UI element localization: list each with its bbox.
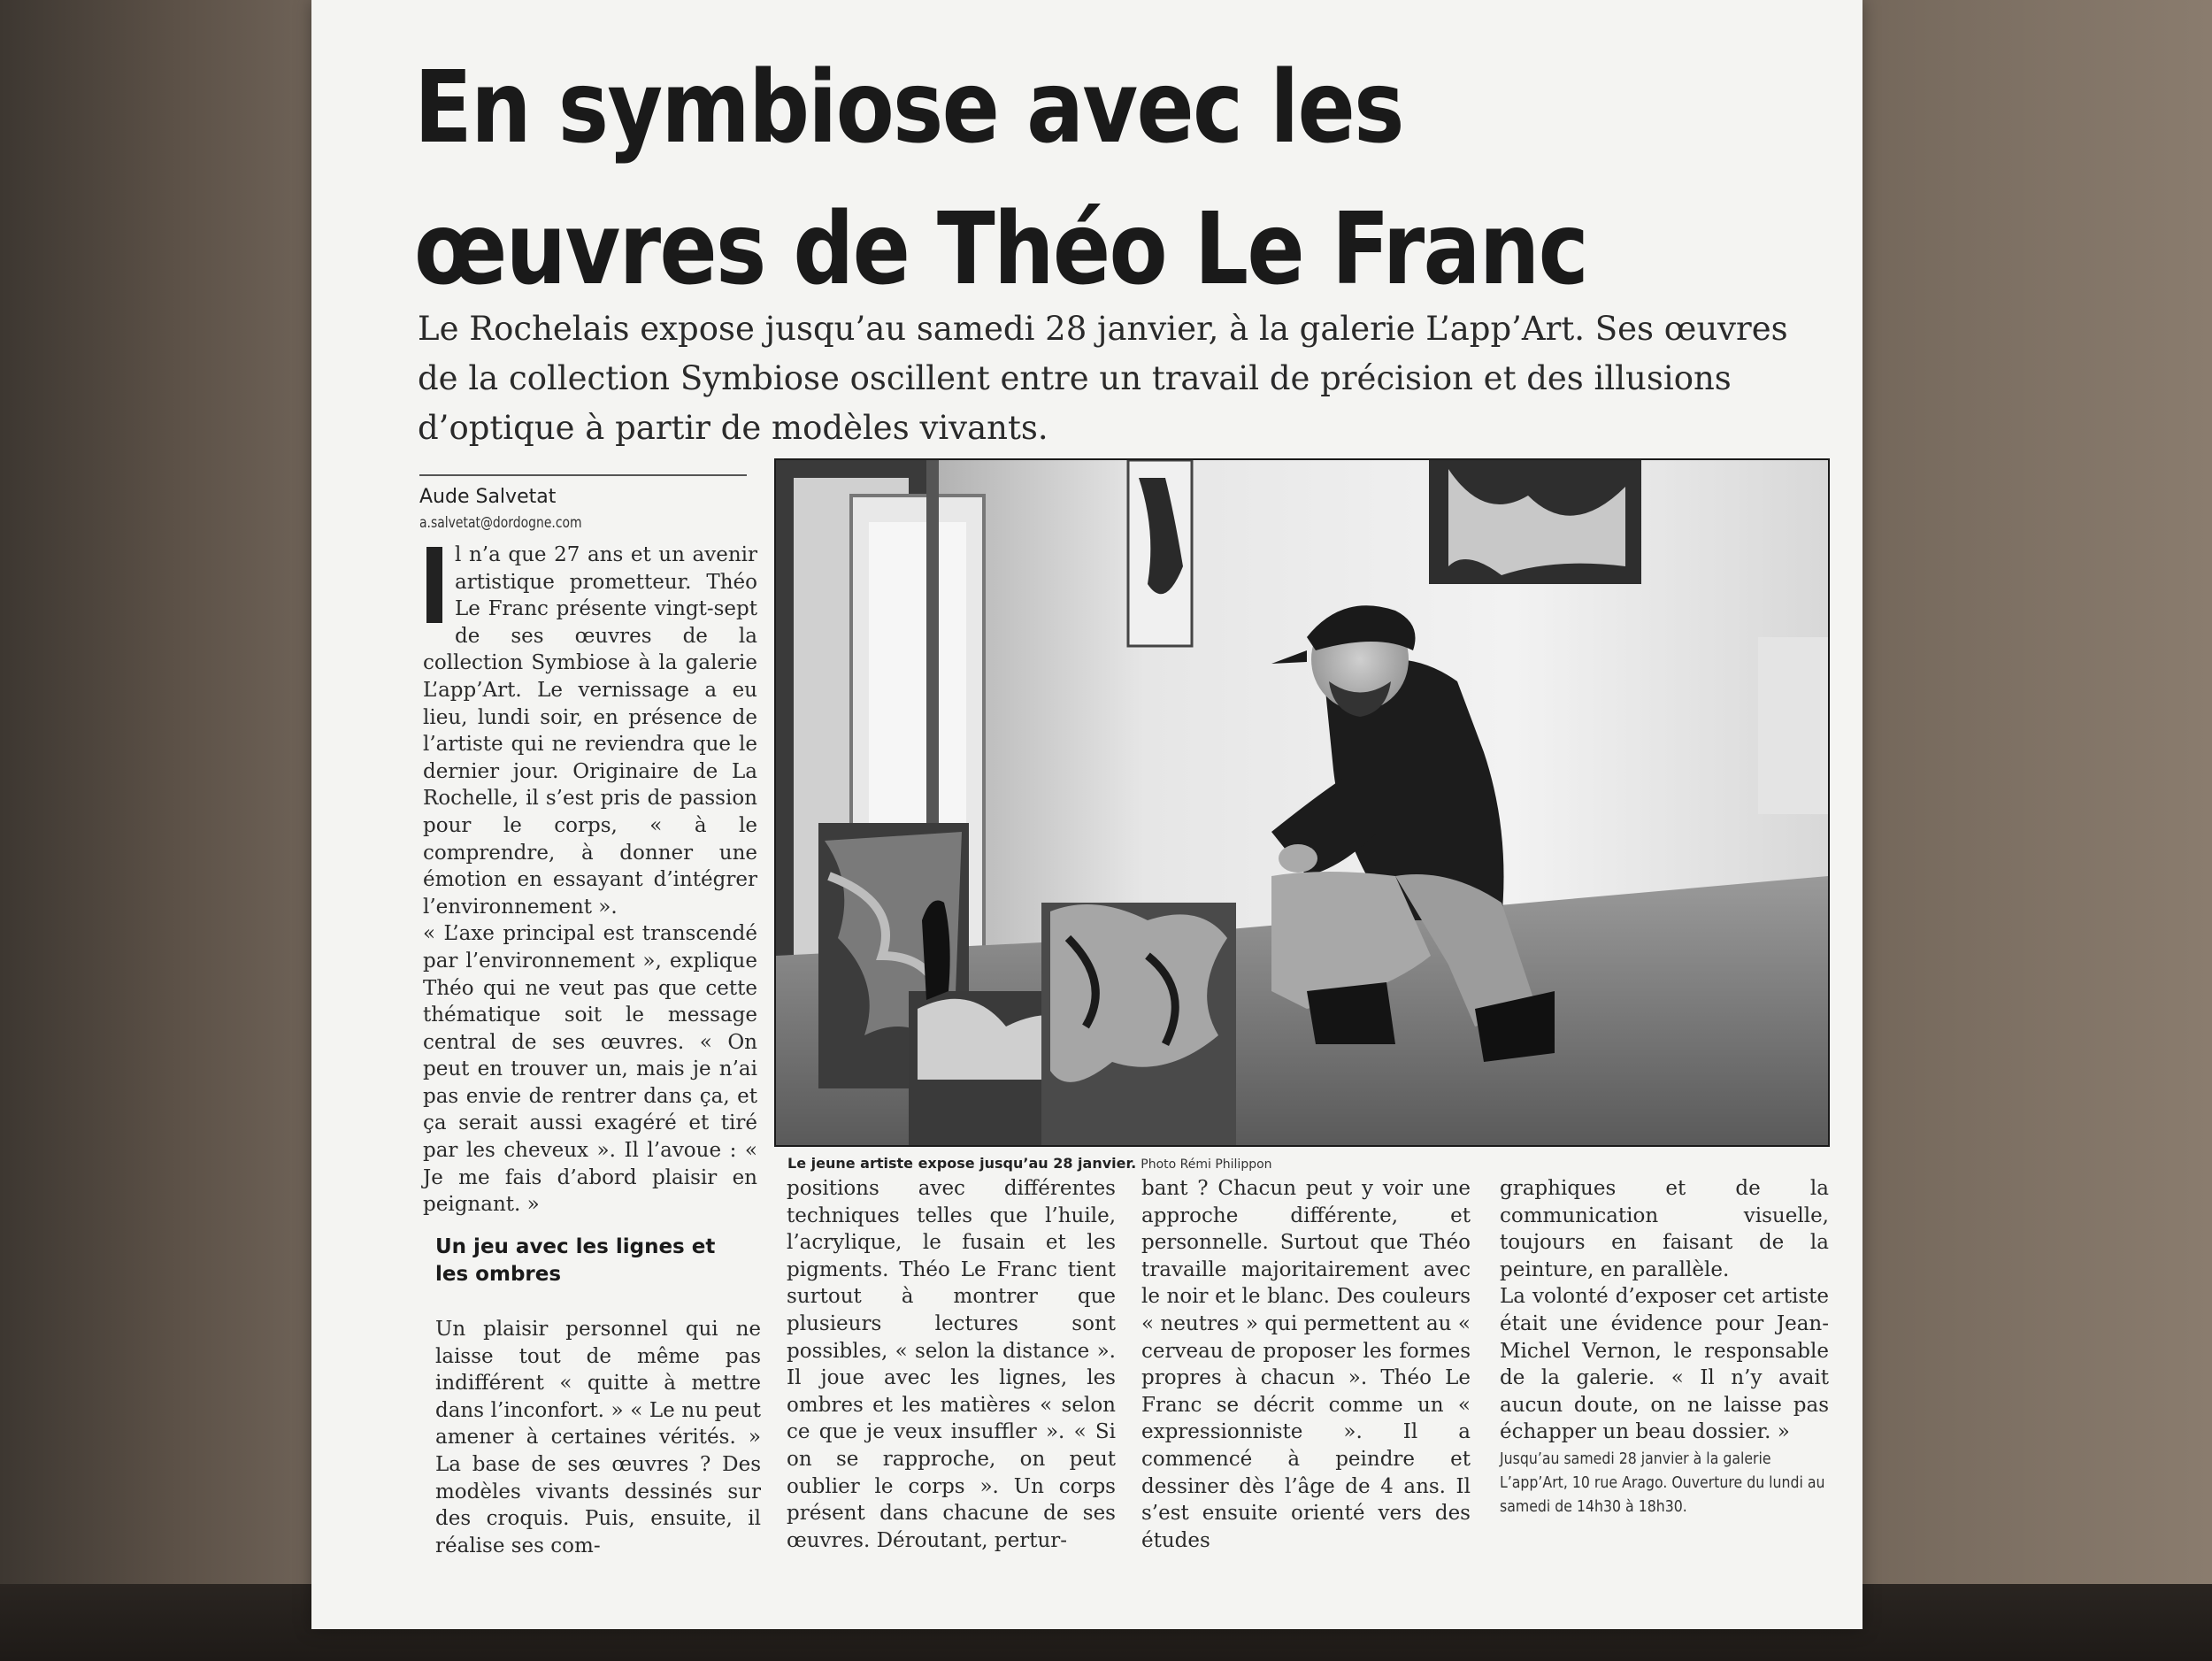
drop-cap-icon: [426, 547, 442, 623]
paragraph: « L’axe principal est transcendé par l’environnement », explique Théo qui ne veut pas que cette thématique soit le message central de ses œuvres. « On peut en trouver un, mais je n’ai pas envie de rentrer dans ça, et ça serait aussi exagéré et tiré par les cheveux ». Il l’avoue : « Je me fais d’abord plaisir en peignant. »: [423, 922, 757, 1217]
paragraph: bant ? Chacun peut y voir une approche différente, et personnelle. Surtout que Théo travaille majoritairement avec le noir et le blanc. Des couleurs « neutres » qui permettent au « cerveau de proposer les formes propres à chacun ». Théo Le Franc se décrit comme un « expressionniste ». Il a commencé à peindre et dessiner dès l’âge de 4 ans. Il s’est ensuite orienté vers des études: [1141, 1177, 1471, 1552]
column-2: [787, 1175, 1116, 1554]
caption-text: Le jeune artiste expose jusqu’au 28 janvier.: [787, 1155, 1137, 1172]
article-photo: [774, 458, 1830, 1147]
column-4: [1500, 1175, 1829, 1519]
byline: [419, 474, 747, 534]
column-1-continued: [435, 1316, 761, 1559]
paragraph: positions avec différentes techniques telles que l’huile, l’acrylique, le fusain et les pigments. Théo Le Franc tient surtout à montrer que plusieurs lectures sont possibles, « selon la distance ». Il joue avec les lignes, les ombres et les matières « selon ce que je veux insuffler ». « Si on se rapproche, on peut oublier le corps ». Un corps présent dans chacune de ses œuvres. Déroutant, pertur-: [787, 1177, 1116, 1552]
paragraph: graphiques et de la communication visuelle, toujours en faisant de la peinture, en parallèle.: [1500, 1177, 1829, 1281]
column-1: [423, 542, 757, 1219]
headline: En symbiose avec les œuvres de Théo Le Franc: [414, 50, 1588, 307]
paragraph: La volonté d’exposer cet artiste était une évidence pour Jean-Michel Vernon, le responsable de la galerie. « Il n’y avait aucun doute, on ne laisse pas échapper un beau dossier. »: [1500, 1285, 1829, 1444]
paragraph: l n’a que 27 ans et un avenir artistique prometteur. Théo Le Franc présente vingt-sept de ses œuvres de la collection Symbiose à la galerie L’app’Art. Le vernissage a eu lieu, lundi soir, en présence de l’artiste qui ne reviendra que le dernier jour. Originaire de La Rochelle, il s’est pris de passion pour le corps, « à le comprendre, à donner une émotion en essayant d’intégrer l’environnement ».: [423, 543, 757, 919]
column-3: [1141, 1175, 1471, 1554]
lead-paragraph: Le Rochelais expose jusqu’au samedi 28 janvier, à la galerie L’app’Art. Ses œuvres de la collection Symbiose oscillent entre un travail de précision et des illusions d’optique à partir de modèles vivants.: [418, 310, 1788, 447]
photo-credit: Photo Rémi Philippon: [1141, 1157, 1272, 1172]
exhibition-info: Jusqu’au samedi 28 janvier à la galerie L’app’Art, 10 rue Arago. Ouverture du lundi au samedi de 14h30 à 18h30.: [1500, 1450, 1825, 1516]
author-email: a.salvetat@dordogne.com: [419, 514, 582, 532]
photo-caption: [787, 1154, 1832, 1174]
paragraph: Un plaisir personnel qui ne laisse tout de même pas indifférent « quitte à mettre dans l’inconfort. » « Le nu peut amener à certaines vérités. » La base de ses œuvres ? Des modèles vivants dessinés sur des croquis. Puis, ensuite, il réalise ses com-: [435, 1318, 761, 1557]
artist-photo-image: [776, 460, 1828, 1145]
author-name: Aude Salvetat: [419, 486, 557, 508]
subheading: Un jeu avec les lignes et les ombres: [435, 1235, 716, 1286]
